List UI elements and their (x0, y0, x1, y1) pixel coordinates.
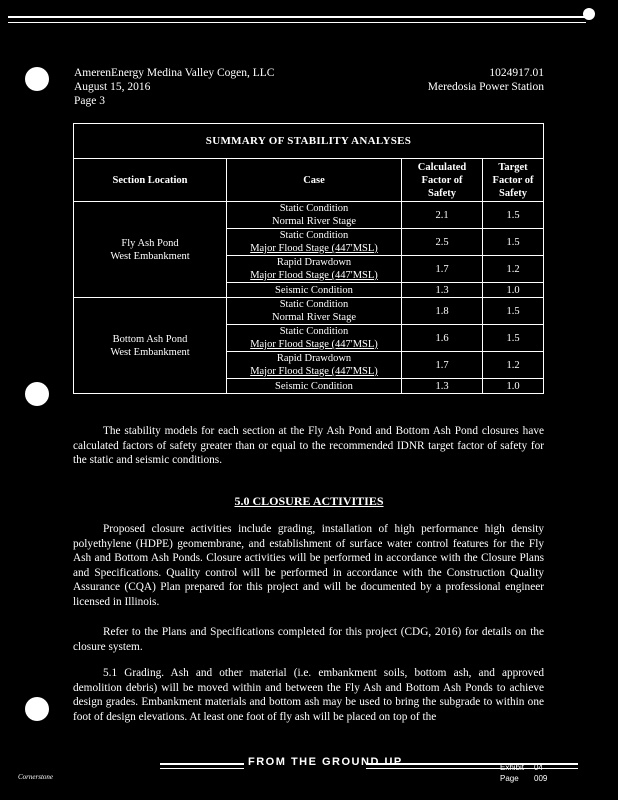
calculated-fos: 2.1 (402, 202, 483, 229)
case-cell: Rapid Drawdown Major Flood Stage (447'MSL) (227, 256, 402, 283)
stability-paragraph: The stability models for each section at the Fly Ash Pond and Bottom Ash Pond closures have calculated factors of safety greater than or equal to the recommended IDNR target factor of safety for the static and seismic conditions. (73, 425, 544, 467)
case-cell: Static Condition Major Flood Stage (447'MSL) (227, 229, 402, 256)
header-rule (8, 16, 586, 23)
calculated-fos: 1.3 (402, 379, 483, 394)
target-fos: 1.5 (483, 202, 544, 229)
target-fos: 1.2 (483, 256, 544, 283)
punch-hole-icon (25, 67, 49, 91)
header-left (74, 66, 274, 108)
footer-exhibit: Exhibit 04 Page 009 (500, 763, 548, 783)
closure-paragraph: Proposed closure activities include grading, installation of high performance high density polyethylene (HDPE) geomembrane, and establishment of surface water control features for the Fly Ash and Bottom Ash Ponds. Closure activities will be performed in accordance with the Closure Plans and Specifications. Quality control will be performed in accordance with the Construction Quality Assurance (CQA) Plan prepared for this project and will be documented by a professional engineer licensed in Illinois. (73, 523, 544, 608)
station-name: Meredosia Power Station (427, 81, 544, 93)
stability-summary-table (73, 123, 544, 394)
company-name: AmerenEnergy Medina Valley Cogen, LLC (74, 67, 275, 79)
column-header-target: Target Factor of Safety (483, 159, 544, 202)
section-heading: 5.0 CLOSURE ACTIVITIES (234, 494, 384, 508)
punch-hole-icon (25, 697, 49, 721)
calculated-fos: 1.3 (402, 283, 483, 298)
section-location-bottom-ash: Bottom Ash Pond West Embankment (74, 298, 227, 394)
section-location-fly-ash: Fly Ash Pond West Embankment (74, 202, 227, 298)
target-fos: 1.0 (483, 379, 544, 394)
case-cell: Seismic Condition (227, 379, 402, 394)
header-right (428, 66, 544, 94)
target-fos: 1.0 (483, 283, 544, 298)
calculated-fos: 1.6 (402, 325, 483, 352)
header-emblem-icon (583, 8, 595, 20)
table-title: SUMMARY OF STABILITY ANALYSES (74, 124, 544, 159)
column-header-case: Case (227, 159, 402, 202)
column-header-calculated: Calculated Factor of Safety (402, 159, 483, 202)
case-cell: Seismic Condition (227, 283, 402, 298)
case-cell: Static Condition Normal River Stage (227, 298, 402, 325)
table-row (74, 298, 544, 325)
calculated-fos: 1.7 (402, 256, 483, 283)
punch-hole-icon (25, 382, 49, 406)
target-fos: 1.5 (483, 325, 544, 352)
footer-rule-left (160, 763, 244, 769)
calculated-fos: 1.8 (402, 298, 483, 325)
calculated-fos: 1.7 (402, 352, 483, 379)
page-number: Page 3 (74, 95, 105, 107)
column-header-section: Section Location (74, 159, 227, 202)
calculated-fos: 2.5 (402, 229, 483, 256)
project-number: 1024917.01 (489, 67, 544, 79)
document-date: August 15, 2016 (74, 81, 151, 93)
grading-paragraph: 5.1 Grading. Ash and other material (i.e. embankment soils, bottom ash, and approved demolition debris) will be moved within and between the Fly Ash and Bottom Ash Ponds to achieve design grades. Embankment materials and bottom ash may be used to bring the subgrade to within one foot of design elevations. At least one foot of fly ash will be placed on top of the (73, 667, 544, 723)
target-fos: 1.5 (483, 298, 544, 325)
table-row (74, 202, 544, 229)
refer-paragraph: Refer to the Plans and Specifications completed for this project (CDG, 2016) for details on the closure system. (73, 626, 544, 653)
footer-logo: Cornerstone (18, 773, 53, 781)
target-fos: 1.2 (483, 352, 544, 379)
footer-slogan: FROM THE GROUND UP (248, 756, 403, 768)
case-cell: Rapid Drawdown Major Flood Stage (447'MSL) (227, 352, 402, 379)
target-fos: 1.5 (483, 229, 544, 256)
case-cell: Static Condition Normal River Stage (227, 202, 402, 229)
case-cell: Static Condition Major Flood Stage (447'MSL) (227, 325, 402, 352)
